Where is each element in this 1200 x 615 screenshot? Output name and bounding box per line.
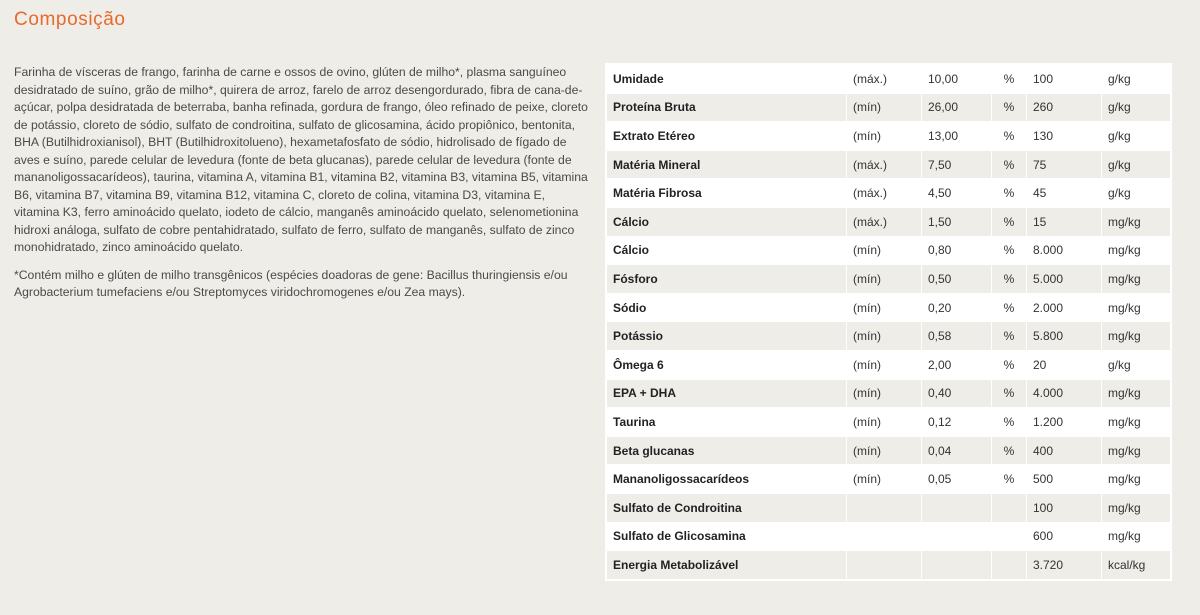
table-row [607,408,1171,437]
nutrient-unit: mg/kg [1102,379,1171,408]
nutrient-amount: 600 [1027,522,1102,551]
percent-sign: % [992,322,1027,351]
table-row [607,207,1171,236]
percent-sign: % [992,207,1027,236]
nutrient-percent-value: 7,50 [922,150,992,179]
nutrient-percent-value [922,522,992,551]
nutrient-unit: g/kg [1102,179,1171,208]
nutrient-qualifier: (mín) [847,293,922,322]
percent-sign: % [992,408,1027,437]
nutrient-qualifier [847,551,922,580]
table-row [607,322,1171,351]
nutrient-amount: 130 [1027,122,1102,151]
nutrient-percent-value: 4,50 [922,179,992,208]
nutrient-qualifier: (mín) [847,122,922,151]
nutrient-percent-value: 1,50 [922,207,992,236]
nutrient-amount: 3.720 [1027,551,1102,580]
nutrient-amount: 20 [1027,350,1102,379]
nutrient-qualifier: (máx.) [847,150,922,179]
nutrient-name: Proteína Bruta [607,93,847,122]
nutrient-unit: mg/kg [1102,465,1171,494]
nutrient-name: Sulfato de Glicosamina [607,522,847,551]
percent-sign: % [992,236,1027,265]
nutrient-amount: 4.000 [1027,379,1102,408]
nutrient-amount: 400 [1027,436,1102,465]
nutrient-percent-value [922,493,992,522]
nutrient-percent-value: 26,00 [922,93,992,122]
nutrient-name: Fósforo [607,265,847,294]
nutrient-amount: 5.800 [1027,322,1102,351]
percent-sign [992,551,1027,580]
nutrient-unit: mg/kg [1102,436,1171,465]
percent-sign: % [992,122,1027,151]
nutrient-name: Cálcio [607,236,847,265]
table-row [607,179,1171,208]
nutrient-unit: g/kg [1102,150,1171,179]
nutrient-name: Extrato Etéreo [607,122,847,151]
nutrient-percent-value: 0,50 [922,265,992,294]
nutrient-name: EPA + DHA [607,379,847,408]
nutrient-name: Umidade [607,65,847,94]
nutrient-name: Sulfato de Condroitina [607,493,847,522]
nutrient-qualifier: (mín) [847,379,922,408]
nutrient-amount: 5.000 [1027,265,1102,294]
nutrient-percent-value: 0,58 [922,322,992,351]
nutrient-amount: 45 [1027,179,1102,208]
nutrient-name: Potássio [607,322,847,351]
percent-sign: % [992,93,1027,122]
percent-sign: % [992,293,1027,322]
section-title: Composição [14,9,126,30]
nutrient-qualifier: (mín) [847,93,922,122]
table-row [607,293,1171,322]
nutrient-qualifier [847,522,922,551]
nutrient-qualifier: (máx.) [847,65,922,94]
nutrient-percent-value: 0,40 [922,379,992,408]
nutrient-qualifier: (mín) [847,465,922,494]
nutrient-percent-value: 0,80 [922,236,992,265]
nutrient-unit: g/kg [1102,350,1171,379]
nutrient-percent-value [922,551,992,580]
table-row [607,465,1171,494]
percent-sign [992,493,1027,522]
nutrition-table [606,64,1171,580]
nutrient-unit: mg/kg [1102,408,1171,437]
nutrient-unit: g/kg [1102,122,1171,151]
table-row [607,379,1171,408]
percent-sign [992,522,1027,551]
nutrient-name: Energia Metabolizável [607,551,847,580]
nutrient-qualifier: (mín) [847,350,922,379]
nutrient-name: Matéria Mineral [607,150,847,179]
nutrient-name: Beta glucanas [607,436,847,465]
nutrient-amount: 100 [1027,493,1102,522]
percent-sign: % [992,465,1027,494]
table-row [607,265,1171,294]
percent-sign: % [992,350,1027,379]
nutrient-unit: mg/kg [1102,265,1171,294]
nutrient-amount: 8.000 [1027,236,1102,265]
nutrient-percent-value: 2,00 [922,350,992,379]
nutrient-name: Cálcio [607,207,847,236]
nutrient-unit: mg/kg [1102,236,1171,265]
nutrient-unit: mg/kg [1102,522,1171,551]
table-row [607,65,1171,94]
table-row [607,436,1171,465]
nutrient-percent-value: 0,20 [922,293,992,322]
table-row [607,122,1171,151]
nutrient-unit: mg/kg [1102,293,1171,322]
table-row [607,551,1171,580]
table-row [607,93,1171,122]
nutrient-unit: mg/kg [1102,322,1171,351]
nutrient-unit: mg/kg [1102,493,1171,522]
nutrient-amount: 75 [1027,150,1102,179]
nutrient-percent-value: 13,00 [922,122,992,151]
percent-sign: % [992,379,1027,408]
nutrient-unit: mg/kg [1102,207,1171,236]
nutrient-amount: 15 [1027,207,1102,236]
nutrient-percent-value: 10,00 [922,65,992,94]
table-row [607,522,1171,551]
nutrition-table-container [605,63,1172,581]
nutrient-percent-value: 0,04 [922,436,992,465]
composition-description [14,64,589,312]
percent-sign: % [992,150,1027,179]
nutrient-qualifier: (mín) [847,322,922,351]
nutrient-name: Sódio [607,293,847,322]
nutrient-qualifier [847,493,922,522]
nutrient-unit: kcal/kg [1102,551,1171,580]
composition-text: Farinha de vísceras de frango, farinha de carne e ossos de ovino, glúten de milho*, plasma sanguíneo desidratado de suíno, grão de milho*, quirera de arroz, farelo de arroz desengordurado, fibra de cana-de-açúcar, polpa desidratada de beterraba, banha refinada, gordura de frango, óleo refinado de peixe, cloreto de potássio, cloreto de sódio, sulfato de condroitina, sulfato de glicosamina, ácido propiônico, bentonita, BHA (Butilhidroxianisol), BHT (Butilhidroxitolueno), hexametafosfato de sódio, hidrolisado de fígado de aves e suíno, parede celular de levedura (fonte de beta glucanas), parede celular de levedura (fonte de mananoligossacarídeos), taurina, vitamina A, vitamina B1, vitamina B2, vitamina B3, vitamina B5, vitamina B6, vitamina B7, vitamina B9, vitamina B12, vitamina C, cloreto de colina, vitamina D3, vitamina E, vitamina K3, ferro aminoácido quelato, iodeto de cálcio, manganês aminoácido quelato, selenometionina hidroxi análoga, sulfato de cobre pentahidratado, sulfato de ferro, sulfato de manganês, sulfato de zinco monohidratado, zinco aminoácido quelato. [14,65,588,254]
nutrient-name: Mananoligossacarídeos [607,465,847,494]
nutrient-amount: 2.000 [1027,293,1102,322]
nutrient-qualifier: (mín) [847,436,922,465]
percent-sign: % [992,265,1027,294]
nutrient-qualifier: (mín) [847,408,922,437]
nutrient-amount: 1.200 [1027,408,1102,437]
nutrient-qualifier: (mín) [847,236,922,265]
transgenic-footnote: *Contém milho e glúten de milho transgênicos (espécies doadoras de gene: Bacillus thuringiensis e/ou Agrobacterium tumefaciens e/ou Streptomyces viridochromogenes e/ou Zea mays). [14,267,568,299]
nutrient-amount: 260 [1027,93,1102,122]
percent-sign: % [992,179,1027,208]
nutrient-unit: g/kg [1102,93,1171,122]
nutrient-name: Matéria Fibrosa [607,179,847,208]
nutrient-qualifier: (máx.) [847,207,922,236]
nutrient-name: Ômega 6 [607,350,847,379]
nutrient-amount: 500 [1027,465,1102,494]
nutrient-unit: g/kg [1102,65,1171,94]
nutrient-qualifier: (mín) [847,265,922,294]
table-row [607,350,1171,379]
percent-sign: % [992,65,1027,94]
nutrient-percent-value: 0,12 [922,408,992,437]
table-row [607,150,1171,179]
nutrient-qualifier: (máx.) [847,179,922,208]
nutrient-percent-value: 0,05 [922,465,992,494]
table-row [607,236,1171,265]
table-row [607,493,1171,522]
nutrient-amount: 100 [1027,65,1102,94]
nutrient-name: Taurina [607,408,847,437]
percent-sign: % [992,436,1027,465]
